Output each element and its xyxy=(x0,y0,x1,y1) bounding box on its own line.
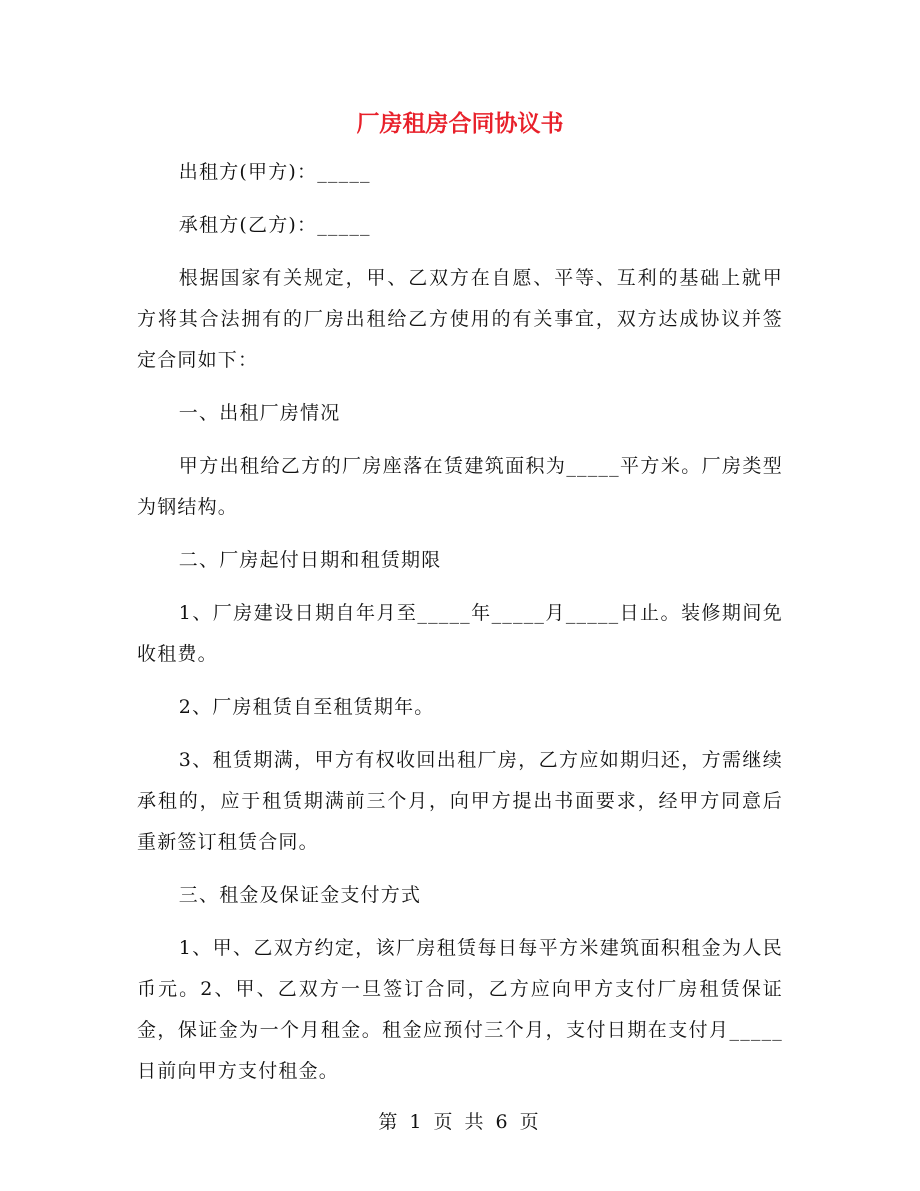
section-heading-1: 一、出租厂房情况 xyxy=(178,402,341,424)
clause-2-3: 3、租赁期满，甲方有权收回出租厂房，乙方应如期归还，方需继续承租的，应于租赁期满前三个月，向甲方提出书面要求，经甲方同意后重新签订租赁合同。 xyxy=(137,749,783,853)
document-body xyxy=(137,152,783,1092)
lessor-line: 出租方(甲方)：_____ xyxy=(178,161,371,183)
factory-details-paragraph: 甲方出租给乙方的厂房座落在赁建筑面积为_____平方米。厂房类型为钢结构。 xyxy=(137,455,783,518)
section-heading-3: 三、租金及保证金支付方式 xyxy=(178,884,422,906)
lessee-line: 承租方(乙方)：_____ xyxy=(178,214,371,236)
clause-3-1: 1、甲、乙双方约定，该厂房租赁每日每平方米建筑面积租金为人民币元。2、甲、乙双方一旦签订合同，乙方应向甲方支付厂房租赁保证金，保证金为一个月租金。租金应预付三个月，支付日期在支付月_____日前向甲方支付租金。 xyxy=(137,937,783,1082)
section-heading-2: 二、厂房起付日期和租赁期限 xyxy=(178,549,442,571)
page-number-footer: 第 1 页 共 6 页 xyxy=(378,1111,542,1133)
clause-2-2: 2、厂房租赁自至租赁期年。 xyxy=(178,696,435,718)
document-title: 厂房租房合同协议书 xyxy=(356,110,564,137)
preamble-paragraph: 根据国家有关规定，甲、乙双方在自愿、平等、互利的基础上就甲方将其合法拥有的厂房出租给乙方使用的有关事宜，双方达成协议并签定合同如下： xyxy=(137,267,783,371)
clause-2-1: 1、厂房建设日期自年月至_____年_____月_____日止。装修期间免收租费。 xyxy=(137,602,783,665)
